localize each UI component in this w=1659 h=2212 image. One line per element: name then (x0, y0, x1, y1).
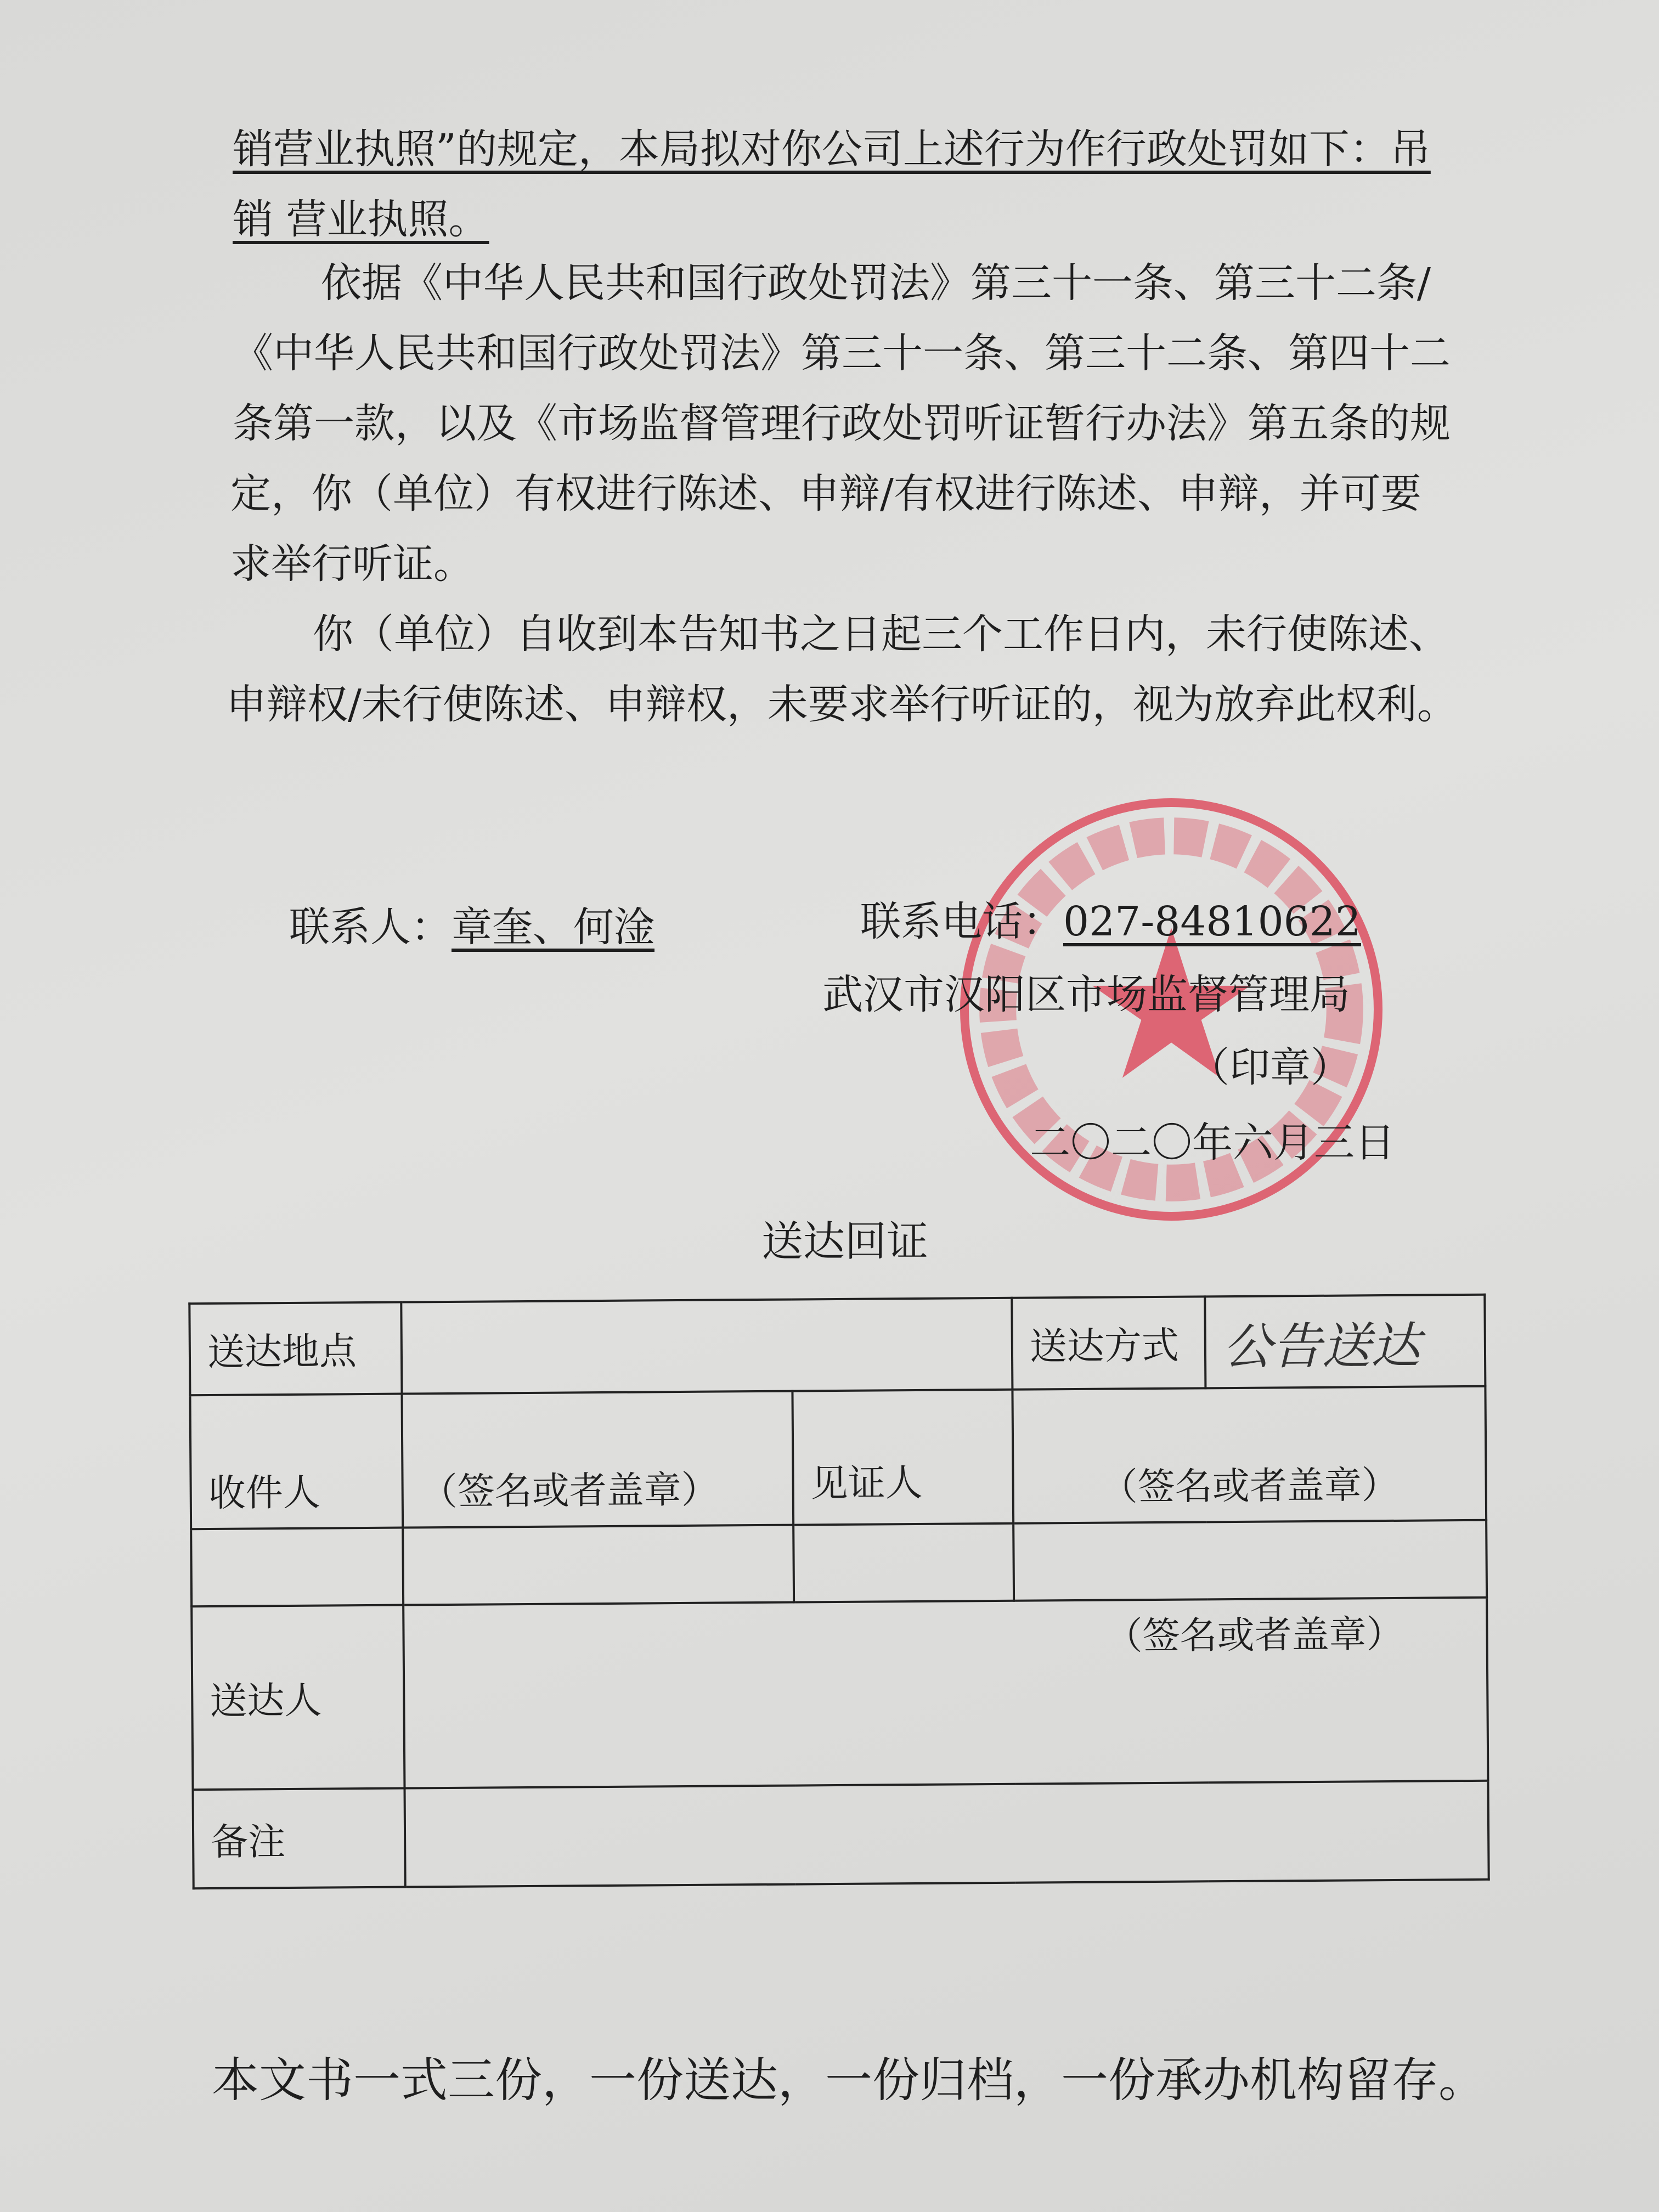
witness-sign-hint: （签名或者盖章） (1012, 1386, 1486, 1523)
witness-label: 见证人 (792, 1390, 1013, 1525)
blank-cell (1013, 1520, 1487, 1601)
contact-person-label: 联系人： (289, 904, 452, 951)
table-row (193, 1781, 1488, 1888)
footer-note: 本文书一式三份，一份送达，一份归档，一份承办机构留存。 (212, 2053, 1486, 2108)
issuer-name: 武汉市汉阳区市场监督管理局 (822, 971, 1350, 1018)
place-label: 送达地点 (189, 1302, 402, 1396)
remarks-label: 备注 (193, 1788, 405, 1889)
server-sign-hint: （签名或者盖章） (403, 1598, 1488, 1788)
table-row (191, 1520, 1487, 1606)
body-line: 销营业执照”的规定，本局拟对你公司上述行为作行政处罚如下：吊 (233, 126, 1431, 173)
method-label: 送达方式 (1012, 1296, 1205, 1389)
blank-cell (403, 1525, 794, 1605)
body-line: 求举行听证。 (230, 540, 474, 588)
contact-phone-value: 027-84810622 (1063, 898, 1361, 945)
body-line: 申辩权/未行使陈述、申辩权，未要求举行听证的，视为放弃此权利。 (226, 681, 1458, 728)
contact-person (289, 900, 654, 955)
table-row (190, 1386, 1486, 1529)
body-line: 《中华人民共和国行政处罚法》第三十一条、第三十二条、第四十二 (233, 330, 1451, 377)
remarks-value (404, 1781, 1488, 1887)
body-line: 定，你（单位）有权进行陈述、申辩/有权进行陈述、申辩，并可要 (230, 470, 1421, 517)
place-value (401, 1298, 1012, 1394)
body-line: 销 营业执照。 (233, 196, 489, 243)
table-row (189, 1295, 1485, 1395)
recipient-label: 收件人 (190, 1394, 403, 1530)
document-date: 二〇二〇年六月三日 (1030, 1119, 1395, 1166)
table-row (191, 1598, 1488, 1790)
delivery-receipt-table (188, 1294, 1489, 1889)
body-line: 条第一款，以及《市场监督管理行政处罚听证暂行办法》第五条的规 (233, 400, 1451, 447)
method-value: 公告送达 (1205, 1295, 1485, 1389)
contact-phone-label: 联系电话： (860, 898, 1063, 945)
body-line: 依据《中华人民共和国行政处罚法》第三十一条、第三十二条/ (321, 259, 1431, 307)
recipient-sign-hint: （签名或者盖章） (402, 1391, 793, 1528)
body-line: 你（单位）自收到本告知书之日起三个工作日内，未行使陈述、 (313, 611, 1449, 658)
server-label: 送达人 (191, 1605, 404, 1790)
receipt-title: 送达回证 (761, 1217, 928, 1266)
blank-cell (793, 1523, 1014, 1602)
seal-label: （印章） (1189, 1044, 1351, 1091)
blank-cell (191, 1528, 403, 1607)
contact-phone (860, 894, 1361, 949)
contact-person-value: 章奎、何淦 (452, 904, 654, 951)
